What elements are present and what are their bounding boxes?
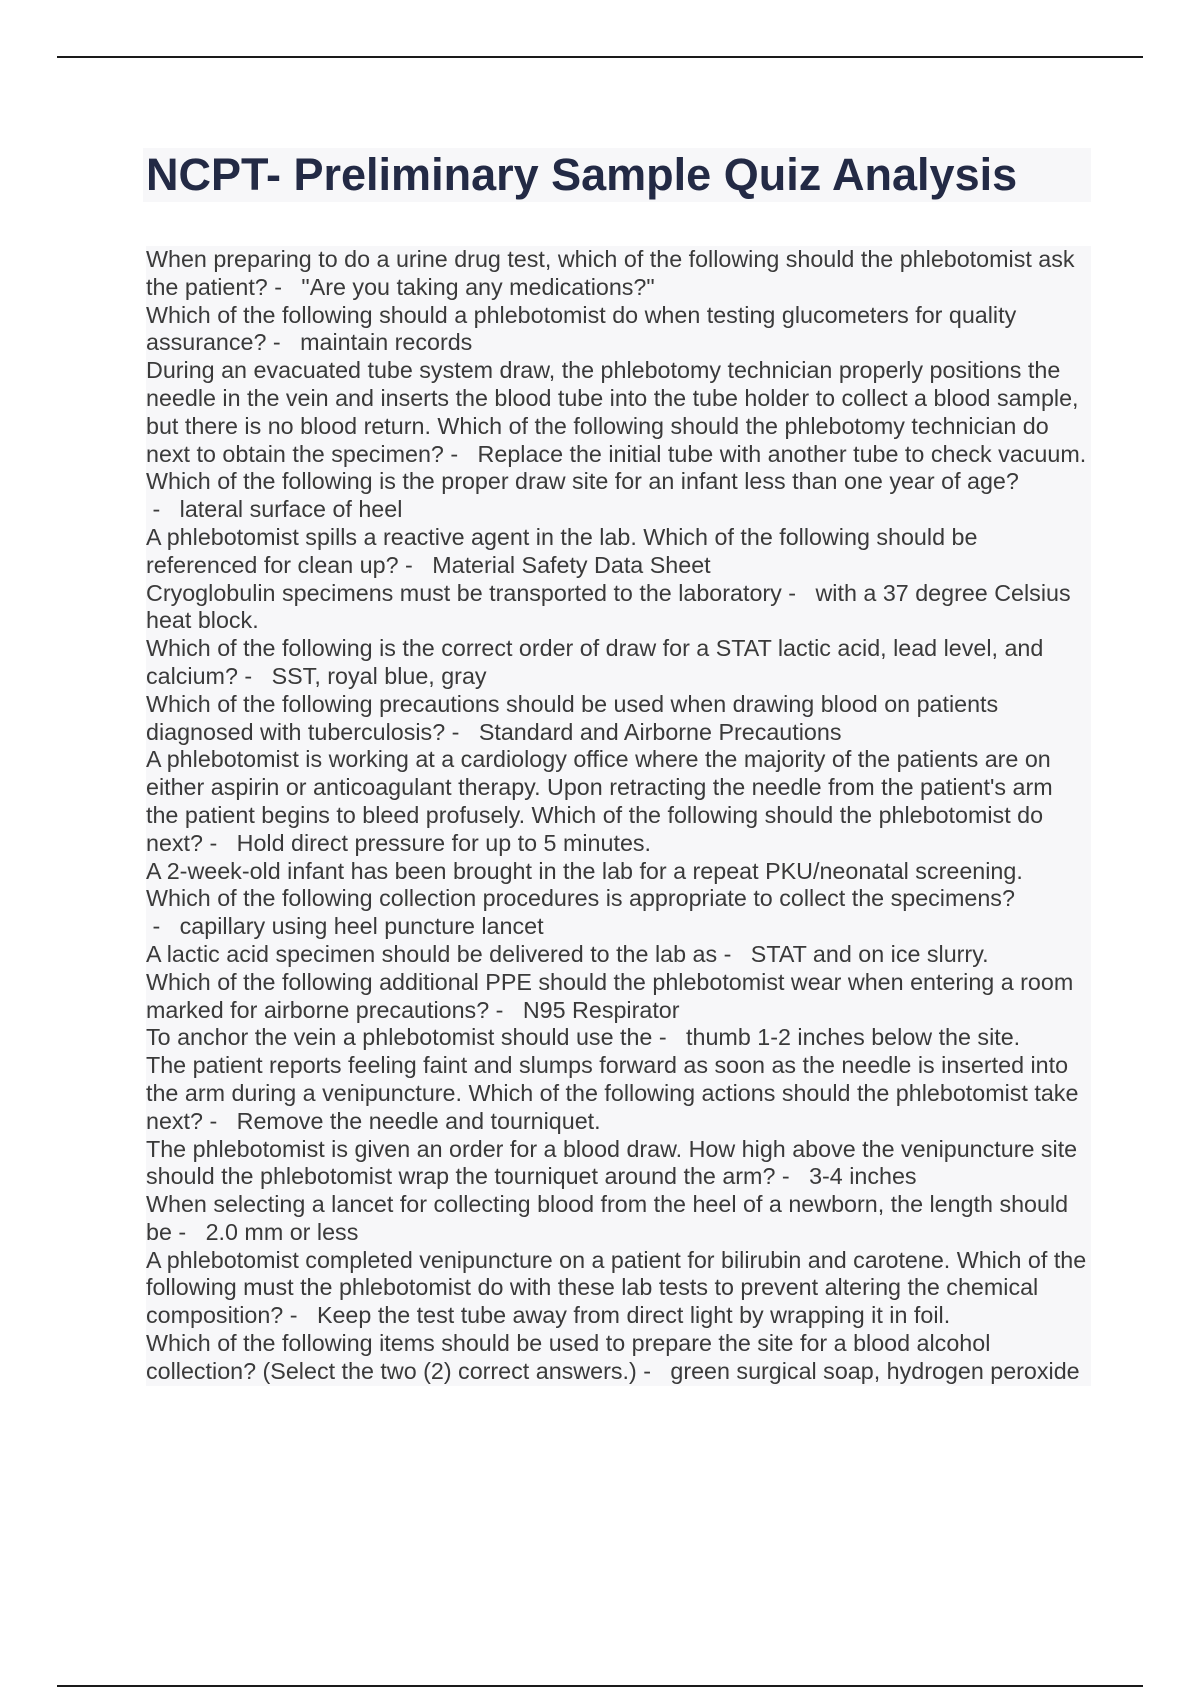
qa-separator: - [203, 1107, 237, 1134]
qa-separator: - [146, 913, 180, 940]
qa-separator: - [146, 496, 180, 523]
answer-text: 3-4 inches [809, 1163, 917, 1190]
answer-text: "Are you taking any medications?" [301, 273, 655, 300]
question-text: A 2-week-old infant has been brought in the lab for a repeat PKU/neonatal screening. Which of the following collection procedures is appropriate to collect the specimens? [146, 857, 1023, 912]
qa-separator: - [267, 273, 302, 300]
qa-separator: - [717, 940, 751, 967]
question-text: Cryoglobulin specimens must be transported to the laboratory [146, 579, 782, 606]
qa-item [146, 524, 1091, 580]
qa-separator: - [781, 579, 816, 606]
question-text: A phlebotomist completed venipuncture on a patient for bilirubin and carotene. Which of the following must the phlebotomist do with these lab tests to prevent altering the chemical composition? [146, 1246, 1087, 1329]
qa-item [146, 746, 1091, 857]
question-text: To anchor the vein a phlebotomist should use the [146, 1024, 653, 1051]
question-text: Which of the following should a phlebotomist do when testing glucometers for quality assurance? [146, 301, 1017, 356]
answer-text: N95 Respirator [522, 996, 680, 1023]
answer-text: maintain records [300, 329, 473, 356]
answer-text: 2.0 mm or less [205, 1218, 359, 1245]
qa-item [146, 580, 1091, 636]
question-text: The phlebotomist is given an order for a blood draw. How high above the venipuncture site should the phlebotomist wrap the tourniquet around the arm? [146, 1135, 1078, 1190]
qa-separator: - [237, 662, 272, 689]
qa-separator: - [443, 440, 478, 467]
answer-text: Keep the test tube away from direct light by wrapping it in foil. [316, 1302, 951, 1329]
answer-text: thumb 1-2 inches below the site. [686, 1024, 1021, 1051]
qa-separator: - [171, 1218, 206, 1245]
answer-text: Standard and Airborne Precautions [478, 718, 842, 745]
qa-separator: - [398, 551, 433, 578]
qa-separator: - [283, 1302, 317, 1329]
qa-item [146, 1136, 1091, 1192]
question-text: A phlebotomist spills a reactive agent in the lab. Which of the following should be referenced for clean up? [146, 523, 978, 578]
question-text: Which of the following is the proper draw site for an infant less than one year of age? [146, 468, 1019, 495]
qa-separator: - [266, 329, 301, 356]
qa-item [146, 691, 1091, 747]
qa-item [146, 1191, 1091, 1247]
page-title: NCPT- Preliminary Sample Quiz Analysis [146, 149, 1018, 200]
question-text: Which of the following is the correct order of draw for a STAT lactic acid, lead level, and calcium? [146, 635, 1044, 689]
answer-text: with a 37 degree Celsius heat block. [146, 579, 1071, 634]
answer-text: Material Safety Data Sheet [432, 551, 711, 578]
question-text: The patient reports feeling faint and slumps forward as soon as the needle is inserted into the arm during a venipuncture. Which of the following actions should the phlebotomist take next? [146, 1052, 1079, 1134]
answer-text: SST, royal blue, gray [271, 662, 487, 689]
qa-item [146, 858, 1091, 941]
question-text: Which of the following precautions should be used when drawing blood on patients diagnosed with tuberculosis? [146, 690, 999, 745]
qa-item [146, 1024, 1091, 1052]
question-text: A phlebotomist is working at a cardiology office where the majority of the patients are on either aspirin or anticoagulant therapy. Upon retracting the needle from the patient's arm the patient begins to bleed profusely. Which of the following should the phlebotomist do next? [146, 746, 1053, 856]
question-text: During an evacuated tube system draw, the phlebotomy technician properly positions the needle in the vein and inserts the blood tube into the tube holder to collect a blood sample, but there is no blood return. Which of the following should the phlebotomy technician do next to obtain the specimen? [146, 357, 1079, 467]
top-rule [57, 56, 1143, 58]
qa-item [146, 468, 1091, 524]
qa-separator: - [489, 996, 523, 1023]
answer-text: capillary using heel puncture lancet [179, 913, 544, 940]
qa-separator: - [203, 829, 237, 856]
qa-item [146, 1247, 1091, 1330]
question-text: Which of the following additional PPE should the phlebotomist wear when entering a room marked for airborne precautions? [146, 968, 1074, 1023]
qa-separator: - [636, 1357, 671, 1384]
qa-item [146, 1052, 1091, 1135]
qa-item [146, 969, 1091, 1025]
answer-text: Remove the needle and tourniquet. [236, 1107, 601, 1134]
qa-item [146, 635, 1091, 691]
answer-text: lateral surface of heel [179, 496, 403, 523]
qa-item [146, 941, 1091, 969]
qa-separator: - [652, 1024, 687, 1051]
qa-separator: - [445, 718, 479, 745]
qa-item [146, 302, 1091, 358]
question-text: When selecting a lancet for collecting blood from the heel of a newborn, the length should be [146, 1191, 1069, 1245]
qa-separator: - [775, 1163, 810, 1190]
answer-text: green surgical soap, hydrogen peroxide [670, 1357, 1080, 1384]
answer-text: STAT and on ice slurry. [750, 940, 989, 967]
qa-list [146, 246, 1091, 1386]
qa-item [146, 246, 1091, 302]
qa-item [146, 357, 1091, 468]
question-text: When preparing to do a urine drug test, which of the following should the phlebotomist ask the patient? [146, 246, 1075, 300]
answer-text: Replace the initial tube with another tube to check vacuum. [477, 440, 1087, 467]
answer-text: Hold direct pressure for up to 5 minutes. [236, 829, 652, 856]
question-text: A lactic acid specimen should be delivered to the lab as [146, 940, 718, 967]
qa-item [146, 1330, 1091, 1386]
bottom-rule [57, 1685, 1143, 1687]
question-text: Which of the following items should be used to prepare the site for a blood alcohol collection? (Select the two (2) correct answers.) [146, 1330, 991, 1384]
